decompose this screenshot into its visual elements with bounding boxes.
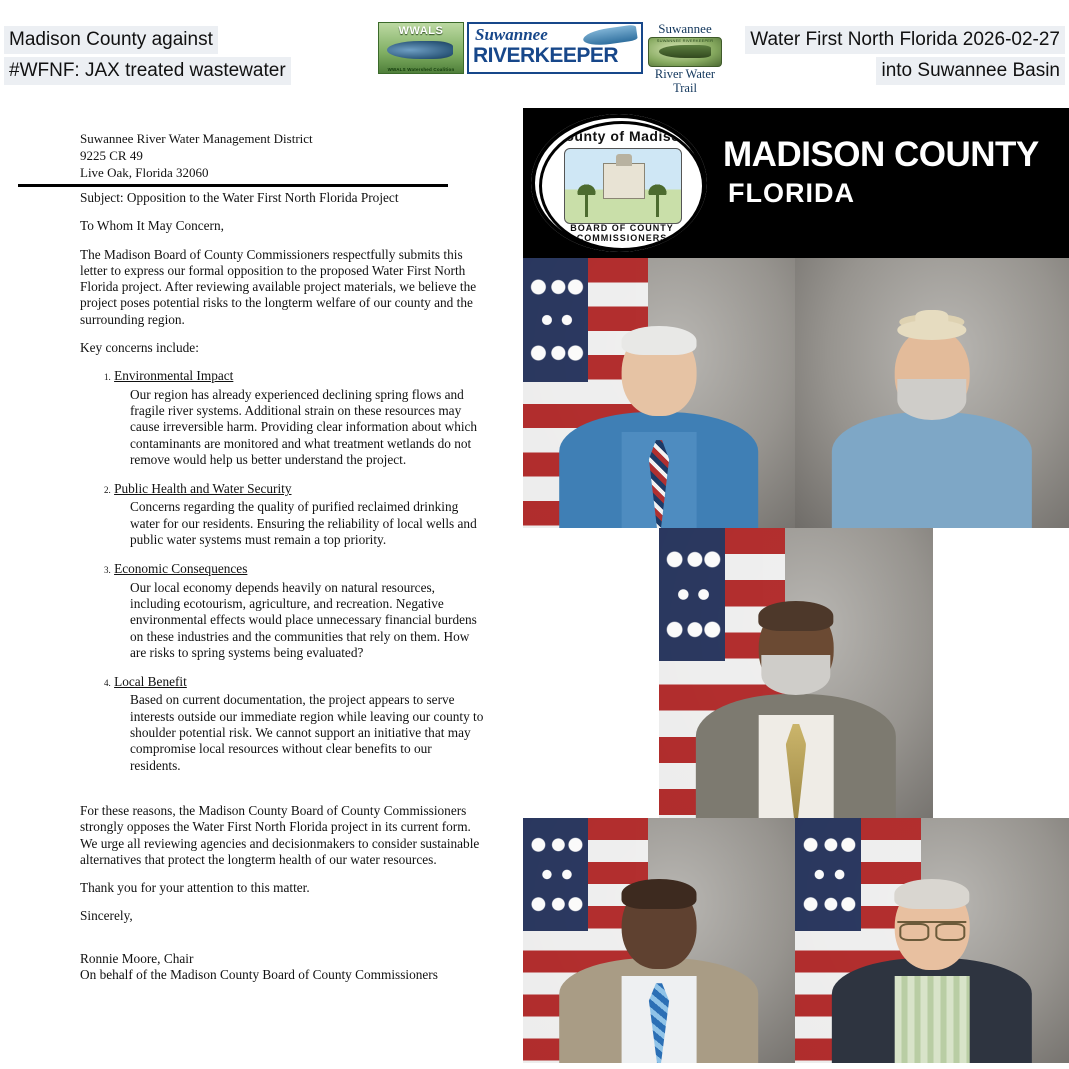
header-left-captions xyxy=(4,26,344,88)
county-seal-icon xyxy=(531,114,707,252)
letter-spacer xyxy=(80,787,485,803)
concern-detail: Based on current documentation, the project appears to serve interests outside our immediate region while leaving our county to shoulder potential risk. We cannot support an initiative that may compromise local resources without clear benefits to our residents. xyxy=(130,692,484,773)
banner-title: MADISON COUNTY xyxy=(723,135,1039,174)
header-left-line-2: #WFNF: JAX treated wastewater xyxy=(4,57,291,85)
portrait-hair xyxy=(622,326,696,356)
portrait-row xyxy=(523,528,1069,818)
header-right-captions xyxy=(685,26,1065,88)
header-right-line-1: Water First North Florida 2026-02-27 xyxy=(745,26,1065,54)
wwals-logo-icon xyxy=(378,22,464,74)
madison-county-banner xyxy=(523,108,1069,258)
concern-detail: Concerns regarding the quality of purified reclaimed drinking water for our residents. Ensuring the reliability of local wells and public water systems must remain a top priority. xyxy=(130,499,477,548)
portrait-shirt xyxy=(895,976,970,1063)
letter-thanks: Thank you for your attention to this matter. xyxy=(80,880,310,896)
water-trail-badge-tiny-label: SUWANNEE RIVERKEEPER xyxy=(656,38,714,43)
letter-signature-block xyxy=(80,951,485,983)
portrait-head xyxy=(759,603,834,691)
riverkeeper-wordmark xyxy=(467,22,643,74)
portrait-subject xyxy=(847,328,1017,528)
letter-divider-rule xyxy=(18,184,448,187)
riverkeeper-suwannee-label: Suwannee xyxy=(475,25,548,44)
portrait-row xyxy=(523,818,1069,1063)
cowboy-hat-icon xyxy=(898,320,967,339)
county-seal-bottom-label: BOARD OF COUNTY COMMISSIONERS xyxy=(570,223,674,243)
commissioner-portrait-grid xyxy=(523,258,1069,1063)
courthouse-icon xyxy=(603,163,645,199)
water-trail-line-1: Suwannee xyxy=(658,21,712,36)
commissioner-portrait-3 xyxy=(659,528,933,818)
header-left-line-1: Madison County against xyxy=(4,26,218,54)
commissioner-portrait-4 xyxy=(523,818,795,1063)
concern-title: Economic Consequences xyxy=(114,561,248,577)
concern-title: Environmental Impact xyxy=(114,368,234,384)
portrait-subject xyxy=(575,328,744,528)
suwannee-riverkeeper-logo xyxy=(378,21,716,95)
commissioner-portrait-1 xyxy=(523,258,795,528)
wwals-logo-label: WWALS xyxy=(398,25,444,37)
water-trail-line-2: River Water Trail xyxy=(654,67,716,95)
letter-recipient-address xyxy=(80,130,313,181)
recipient-line-2: 9225 CR 49 xyxy=(80,148,143,163)
letter-body xyxy=(80,190,485,983)
commissioner-portrait-2 xyxy=(795,258,1069,528)
portrait-head xyxy=(895,882,970,970)
county-media-panel xyxy=(523,108,1069,1069)
letter-concerns-lead: Key concerns include: xyxy=(80,340,199,356)
county-seal-scene-icon xyxy=(564,148,682,224)
concern-title: Local Benefit xyxy=(114,674,187,690)
riverkeeper-label: RIVERKEEPER xyxy=(473,44,619,67)
letter-subject: Subject: Opposition to the Water First North Florida Project xyxy=(80,190,399,205)
letter-closing-paragraph: For these reasons, the Madison County Board of County Commissioners strongly opposes the Water First North Florida project in its current form. We urge all reviewing agencies and decisionmakers to consider sustainable alternatives that protect the longterm health of our water resources. xyxy=(80,802,480,867)
letter-intro-paragraph: The Madison Board of County Commissioners respectfully submits this letter to express our formal opposition to the proposed Water First North Florida project. After reviewing available project materials, we believe the project poses potential risks to the longterm welfare of our county and the surrounding region. xyxy=(80,246,477,327)
header-right-line-2: into Suwannee Basin xyxy=(876,57,1065,85)
slide-header xyxy=(0,0,1069,100)
concern-number: 2. xyxy=(104,485,111,496)
portrait-shirt xyxy=(832,412,1032,528)
portrait-subject xyxy=(711,603,881,818)
banner-subtitle: FLORIDA xyxy=(728,178,855,208)
signer-title: On behalf of the Madison County Board of County Commissioners xyxy=(80,966,438,982)
portrait-hair xyxy=(622,879,696,909)
portrait-subject xyxy=(575,882,744,1063)
portrait-head xyxy=(622,328,696,416)
concern-item xyxy=(80,561,485,661)
concern-number: 3. xyxy=(104,565,111,576)
palm-tree-icon xyxy=(656,191,659,217)
letter-panel xyxy=(0,100,520,1069)
commissioner-portrait-5 xyxy=(795,818,1069,1063)
concern-title: Public Health and Water Security xyxy=(114,481,292,497)
letter-document xyxy=(18,100,506,990)
portrait-head xyxy=(895,328,970,416)
portrait-hair xyxy=(759,601,834,631)
portrait-head xyxy=(622,882,696,970)
portrait-row xyxy=(523,258,1069,528)
palm-tree-icon xyxy=(585,191,588,217)
concern-item xyxy=(80,674,485,774)
concern-number: 4. xyxy=(104,678,111,689)
concern-detail: Our local economy depends heavily on natural resources, including ecotourism, agriculture, and recreation. Negative environmental effects would place unnecessary financial burdens on these industries and the communities that rely on them. How are risks to spring systems being evaluated? xyxy=(130,579,477,660)
portrait-hair xyxy=(895,879,970,909)
portrait-beard xyxy=(898,379,967,420)
eyeglasses-icon xyxy=(898,921,967,937)
concern-item xyxy=(80,481,485,548)
recipient-line-1: Suwannee River Water Management District xyxy=(80,131,313,146)
county-seal-top-label: County of Madison xyxy=(554,128,690,144)
wwals-logo-sublabel: WWALS Watershed Coalition xyxy=(387,67,455,72)
recipient-line-3: Live Oak, Florida 32060 xyxy=(80,165,209,180)
county-seal-ring xyxy=(539,121,705,251)
letter-salutation: To Whom It May Concern, xyxy=(80,218,224,234)
signer-name: Ronnie Moore, Chair xyxy=(80,950,194,966)
concern-item xyxy=(80,368,485,468)
concern-detail: Our region has already experienced declining spring flows and fragile river systems. Additional strain on these resources may cause irreversible harm. Providing clear information about which contaminants are monitored and what treatment wetlands do not remove would help us better understand the project. xyxy=(130,386,478,467)
portrait-beard xyxy=(762,655,831,696)
wwals-fish-icon xyxy=(387,41,453,59)
letter-sincerely: Sincerely, xyxy=(80,908,133,924)
concern-number: 1. xyxy=(104,372,111,383)
portrait-subject xyxy=(847,882,1017,1063)
